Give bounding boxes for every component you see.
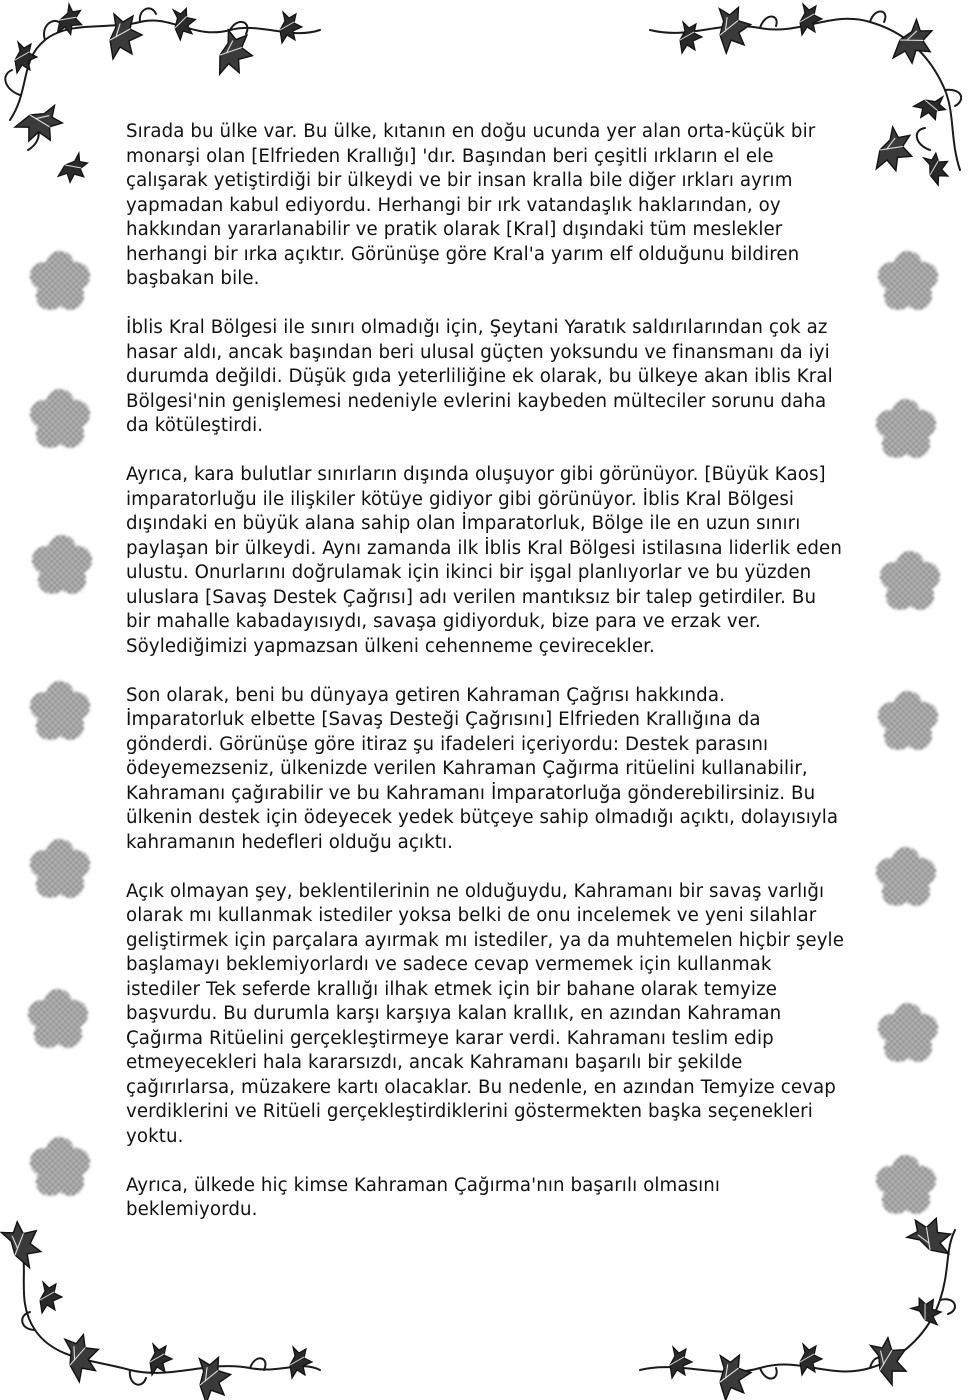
checkered-flower-icon [30,251,90,310]
checkered-flower-icon [878,1003,938,1062]
right-flower-column [876,251,940,1214]
checkered-flower-icon [880,551,940,610]
checkered-flower-icon [30,389,90,448]
paragraph-intro: Sırada bu ülke var. Bu ülke, kıtanın en doğu ucunda yer alan orta-küçük bir monarşi olan [Elfrieden Krallığı] 'dır. Başından beri çeşitli ırkların el ele çalışarak yetiştirdiği bir ülkeydi ve bir insan kralla bile diğer ırkları ayrım yapmadan kabul ediyordu. Herhangi bir ırk vatandaşlık haklarından, oy hakkından yararlanabilir ve pratik olarak [Kral] dışındaki tüm meslekler herhangi bir ırka açıktır. Görünüşe göre Kral'a yarım elf olduğunu bildiren başbakan bile. [126,121,816,289]
page-body [126,120,846,1223]
checkered-flower-icon [876,399,936,458]
checkered-flower-icon [32,535,92,594]
checkered-flower-icon [876,1155,936,1214]
checkered-flower-icon [878,251,938,310]
checkered-flower-icon [878,691,938,750]
ivy-vine-icon [0,1215,320,1400]
paragraph-expectations: Açık olmayan şey, beklentilerinin ne olduğuydu, Kahramanı bir savaş varlığı olarak mı kullanmak istediler yoksa belki de onu incelemek ve yeni silahlar geliştirmek için parçalara ayırmak mı istediler, ya da muhtemelen hiçbir şeyle başlamayı beklemiyorlardı ve sadece cevap vermemek için kullanmak istediler Tek seferde krallığı ilhak etmek için bir bahane olarak temyize başvurdu. Bu durumla karşı karşıya kalan krallık, en azından Kahraman Çağırma Ritüelini gerçekleştirmeye karar verdi. Kahramanı teslim edip etmeyecekleri hala kararsızdı, ancak Kahramanı başarılı bir şekilde çağırırlarsa, müzakere kartı olacaklar. Bu nedenle, en azından Temyize cevap verdiklerini ve Ritüeli gerçekleştirdiklerini göstermekten başka seçenekleri yoktu. [126,880,844,1147]
paragraph-hero-summon: Son olarak, beni bu dünyaya getiren Kahraman Çağrısı hakkında. İmparatorluk elbette [Savaş Desteği Çağrısını] Elfrieden Krallığına da gönderdi. Görünüşe göre itiraz şu ifadeleri içeriyordu: Destek parasını ödeyemezseniz, ülkenizde verilen Kahraman Çağırma ritüelini kullanabilir, Kahramanı çağırabilir ve bu Kahramanı İmparatorluğa gönderebilirsiniz. Bu ülkenin destek için ödeyecek yedek bütçeye sahip olmadığı açıktı, dolayısıyla kahramanın hedefleri olduğu açıktı. [126,684,839,853]
ivy-vine-icon [640,1211,959,1400]
checkered-flower-icon [876,847,936,906]
paragraph-demon-region: İblis Kral Bölgesi ile sınırı olmadığı için, Şeytani Yaratık saldırılarından çok az hasar aldı, ancak başından beri ulusal güçten yoksundu ve finansmanı da iyi durumda değildi. Düşük gıda yeterliliğine ek olarak, bu ülkeye akan iblis Kral Bölgesi'nin genişlemesi nedeniyle evlerini kaybeden mülteciler sorunu daha da kötüleştirdi. [126,317,833,436]
checkered-flower-icon [30,681,90,740]
checkered-flower-icon [30,839,90,898]
left-flower-column [28,251,92,1196]
checkered-flower-icon [30,1137,90,1196]
checkered-flower-icon [28,989,88,1048]
paragraph-empire: Ayrıca, kara bulutlar sınırların dışında oluşuyor gibi görünüyor. [Büyük Kaos] imparatorluğu ile ilişkiler kötüye gidiyor gibi görünüyor. İblis Kral Bölgesi dışındaki en büyük alana sahip olan İmparatorluk, Bölge ile en uzun sınırı paylaşan bir ülkeydi. Aynı zamanda ilk İblis Kral Bölgesi istilasına liderlik eden ulustu. Onurlarını doğrulamak için ikinci bir işgal planlıyorlar ve bu yüzden uluslara [Savaş Destek Çağrısı] adı verilen mantıksız bir talep getirdiler. Bu bir mahalle kabadayısıydı, savaşa gidiyorduk, bize para ve erzak ver. Söylediğimizi yapmazsan ülkeni cehenneme çevirecekler. [126,464,842,657]
paragraph-closing: Ayrıca, ülkede hiç kimse Kahraman Çağırma'nın başarılı olmasını beklemiyordu. [126,1174,721,1220]
